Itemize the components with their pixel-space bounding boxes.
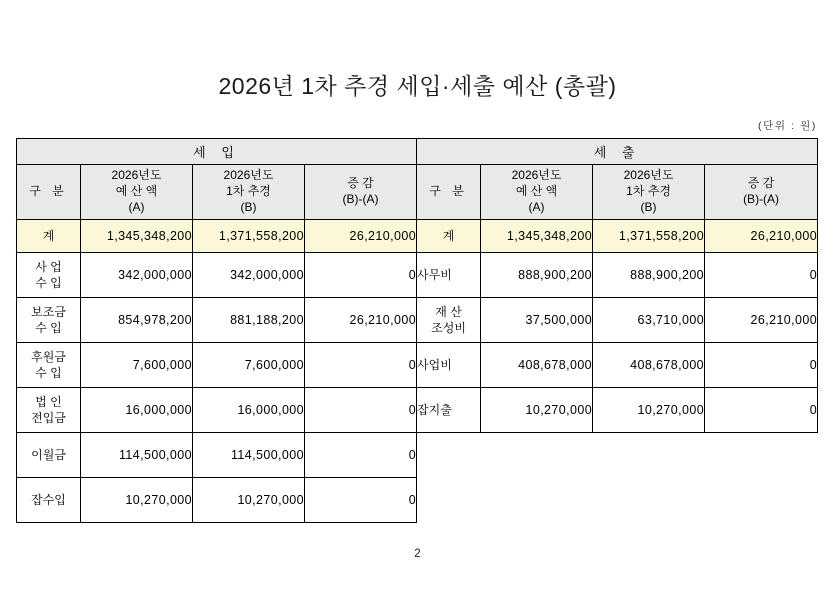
income-total-a: 1,345,348,200 — [81, 220, 193, 253]
income-row-a: 854,978,200 — [81, 298, 193, 343]
income-row-a: 16,000,000 — [81, 388, 193, 433]
expense-row-diff: 26,210,000 — [705, 298, 818, 343]
expense-row-label — [417, 298, 481, 343]
expense-row-label: 사업비 — [417, 343, 481, 388]
column-header-expense-b — [593, 165, 705, 220]
row-label-line1: 법 인 — [35, 394, 62, 409]
empty-cell — [705, 433, 818, 478]
income-row-diff: 0 — [305, 388, 417, 433]
income-row-label — [17, 298, 81, 343]
table-row — [17, 253, 818, 298]
income-row-a: 342,000,000 — [81, 253, 193, 298]
income-row-a: 7,600,000 — [81, 343, 193, 388]
income-row-label — [17, 253, 81, 298]
row-label-line2: 수 입 — [35, 366, 62, 380]
column-header-line3: (B) — [240, 199, 257, 214]
budget-table — [16, 138, 818, 523]
expense-row-diff: 0 — [705, 388, 818, 433]
column-header-expense-label: 구 분 — [417, 165, 481, 220]
income-row-b: 114,500,000 — [193, 433, 305, 478]
table-group-header-row — [17, 139, 818, 165]
column-header-line2: 예 산 액 — [115, 184, 158, 199]
income-total-diff: 26,210,000 — [305, 220, 417, 253]
column-header-income-label: 구 분 — [17, 165, 81, 220]
page-title: 2026년 1차 추경 세입·세출 예산 (총괄) — [218, 73, 617, 99]
table-row — [17, 298, 818, 343]
row-label-line1: 보조금 — [31, 304, 66, 319]
income-row-label: 잡수입 — [17, 478, 81, 523]
table-row — [17, 343, 818, 388]
income-row-b: 10,270,000 — [193, 478, 305, 523]
income-row-label: 이월금 — [17, 433, 81, 478]
row-label-line2: 조성비 — [431, 321, 466, 335]
income-row-b: 342,000,000 — [193, 253, 305, 298]
table-column-header-row — [17, 165, 818, 220]
column-header-line2: (B)-(A) — [743, 192, 780, 206]
income-row-diff: 0 — [305, 478, 417, 523]
table-row — [17, 433, 818, 478]
expense-row-b: 63,710,000 — [593, 298, 705, 343]
group-header-expense: 세 출 — [417, 139, 818, 165]
income-row-diff: 26,210,000 — [305, 298, 417, 343]
income-row-diff: 0 — [305, 253, 417, 298]
column-header-expense-a — [481, 165, 593, 220]
column-header-line3: (A) — [528, 199, 545, 214]
expense-row-a: 408,678,000 — [481, 343, 593, 388]
income-row-b: 7,600,000 — [193, 343, 305, 388]
budget-table-container — [16, 138, 817, 523]
row-label-line2: 수 입 — [35, 321, 62, 335]
expense-total-a: 1,345,348,200 — [481, 220, 593, 253]
income-total-label: 계 — [17, 220, 81, 253]
income-row-label — [17, 343, 81, 388]
column-header-line2: 예 산 액 — [515, 184, 558, 199]
expense-row-diff: 0 — [705, 343, 818, 388]
income-row-b: 881,188,200 — [193, 298, 305, 343]
table-row — [17, 478, 818, 523]
income-total-b: 1,371,558,200 — [193, 220, 305, 253]
column-header-line2: 1차 추경 — [226, 184, 271, 199]
table-row-total — [17, 220, 818, 253]
row-label-line2: 수 입 — [35, 276, 62, 290]
row-label-line2: 전입금 — [31, 411, 66, 425]
row-label-line1: 후원금 — [31, 349, 66, 364]
unit-note: (단위 : 원) — [758, 120, 817, 132]
expense-row-b: 408,678,000 — [593, 343, 705, 388]
expense-row-b: 888,900,200 — [593, 253, 705, 298]
income-row-diff: 0 — [305, 433, 417, 478]
expense-row-b: 10,270,000 — [593, 388, 705, 433]
expense-row-label: 잡지출 — [417, 388, 481, 433]
empty-cell — [417, 433, 481, 478]
income-row-a: 10,270,000 — [81, 478, 193, 523]
expense-row-a: 10,270,000 — [481, 388, 593, 433]
expense-row-label: 사무비 — [417, 253, 481, 298]
expense-row-diff: 0 — [705, 253, 818, 298]
table-row — [17, 388, 818, 433]
column-header-income-diff — [305, 165, 417, 220]
group-header-income: 세 입 — [17, 139, 417, 165]
expense-total-b: 1,371,558,200 — [593, 220, 705, 253]
column-header-line1: 증 감 — [347, 176, 374, 191]
expense-total-diff: 26,210,000 — [705, 220, 818, 253]
column-header-line1: 2026년도 — [623, 168, 674, 183]
column-header-expense-diff — [705, 165, 818, 220]
column-header-line3: (A) — [128, 199, 145, 214]
empty-cell — [705, 478, 818, 523]
row-label-line1: 사 업 — [35, 259, 62, 274]
column-header-line2: (B)-(A) — [342, 192, 379, 206]
income-row-label — [17, 388, 81, 433]
income-row-b: 16,000,000 — [193, 388, 305, 433]
empty-cell — [481, 478, 593, 523]
column-header-income-b — [193, 165, 305, 220]
empty-cell — [481, 433, 593, 478]
expense-total-label: 계 — [417, 220, 481, 253]
empty-cell — [593, 478, 705, 523]
column-header-line2: 1차 추경 — [626, 184, 671, 199]
empty-cell — [417, 478, 481, 523]
column-header-line1: 증 감 — [747, 176, 775, 191]
column-header-line1: 2026년도 — [111, 168, 162, 183]
column-header-income-a — [81, 165, 193, 220]
page-number: 2 — [414, 548, 421, 560]
income-row-diff: 0 — [305, 343, 417, 388]
column-header-line3: (B) — [640, 199, 657, 214]
empty-cell — [593, 433, 705, 478]
column-header-line1: 2026년도 — [511, 168, 562, 183]
expense-row-a: 37,500,000 — [481, 298, 593, 343]
column-header-line1: 2026년도 — [223, 168, 274, 183]
income-row-a: 114,500,000 — [81, 433, 193, 478]
row-label-line1: 재 산 — [435, 304, 462, 319]
expense-row-a: 888,900,200 — [481, 253, 593, 298]
